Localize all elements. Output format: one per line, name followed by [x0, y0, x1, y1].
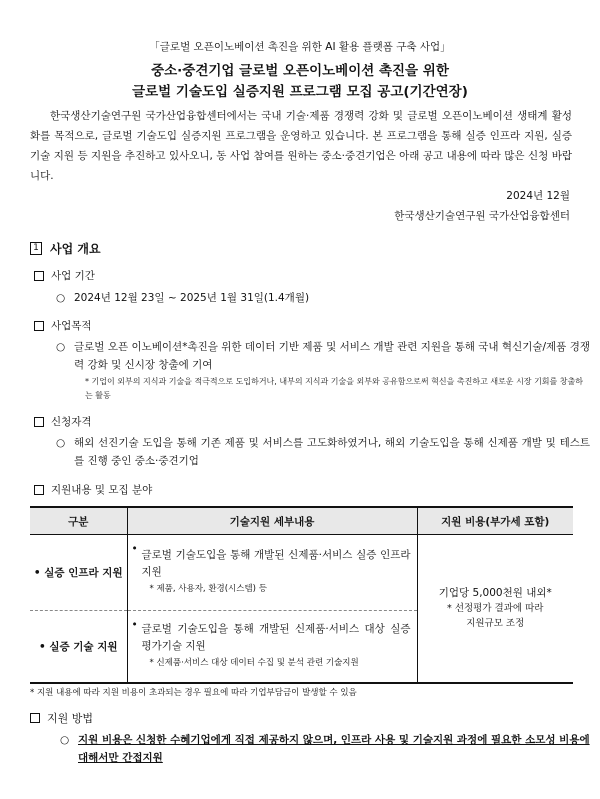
row-detail-tech — [127, 611, 417, 683]
detail-subnote: * 신제품·서비스 대상 데이터 수집 및 분석 관련 기술지원 — [149, 657, 359, 668]
header-cost: 지원 비용(부가세 포함) — [417, 507, 573, 535]
row-detail-infra — [127, 535, 417, 611]
cost-note-1: * 선정평가 결과에 따라 — [447, 602, 544, 614]
support-method-text: 지원 비용은 신청한 수혜기업에게 직접 제공하지 않으며, 인프라 사용 및 기술지원 과정에 필요한 소모성 비용에 대해서만 간접지원 — [78, 734, 590, 764]
issuing-organization: 한국생산기술연구원 국가산업융합센터 — [394, 210, 570, 222]
section-number-box: 1 — [30, 242, 42, 255]
support-method-item — [60, 731, 590, 767]
header-detail: 기술지원 세부내용 — [127, 507, 417, 535]
square-bullet-icon — [34, 485, 44, 495]
section-title: 사업 개요 — [50, 242, 101, 256]
support-heading — [34, 482, 152, 497]
purpose-heading-text: 사업목적 — [51, 320, 92, 332]
eligibility-heading — [34, 414, 92, 429]
section-1-heading — [30, 240, 101, 257]
support-table — [30, 506, 573, 684]
square-bullet-icon — [34, 321, 44, 331]
row-label-tech: • 실증 기술 지원 — [30, 611, 127, 683]
support-heading-text: 지원내용 및 모집 분야 — [51, 484, 153, 496]
purpose-heading — [34, 318, 92, 333]
eligibility-item — [56, 434, 590, 470]
support-cost-cell — [417, 535, 573, 683]
table-footnote: * 지원 내용에 따라 지원 비용이 초과되는 경우 필요에 따라 기업부담금이 발생할 수 있음 — [30, 688, 357, 698]
purpose-note: * 기업이 외부의 지식과 기술을 적극적으로 도입하거나, 내부의 지식과 기술을 외부와 공유함으로써 혁신을 촉진하고 새로운 시장 기회를 창출하는 활동 — [85, 377, 583, 400]
detail-text: 글로벌 기술도입을 통해 개발된 신제품·서비스 대상 실증 평가기술 지원 — [141, 622, 411, 652]
cost-amount: 기업당 5,000천원 내외* — [438, 586, 552, 599]
bullet-dot-icon: • — [131, 543, 138, 555]
detail-subnote: * 제품, 사용자, 환경(시스템) 등 — [149, 584, 267, 594]
square-bullet-icon — [30, 713, 40, 723]
bullet-dot-icon: • — [131, 619, 138, 631]
project-name: 「글로벌 오픈이노베이션 촉진을 위한 AI 활용 플랫폼 구축 사업」 — [149, 41, 451, 53]
eligibility-heading-text: 신청자격 — [51, 416, 92, 428]
title-line-2: 글로벌 기술도입 실증지원 프로그램 모집 공고(기간연장) — [132, 84, 468, 100]
period-item — [56, 289, 590, 307]
purpose-item — [56, 338, 590, 374]
support-method-heading-text: 지원 방법 — [47, 712, 94, 725]
circle-bullet-icon: ○ — [56, 437, 66, 449]
header-category: 구분 — [30, 507, 127, 535]
intro-paragraph: 한국생산기술연구원 국가산업융합센터에서는 국내 기술·제품 경쟁력 강화 및 글로벌 오픈이노베이션 생태계 활성화를 목적으로, 글로벌 기술도입 실증지원 프로그램을 운영하고 있습니다. 본 프로그램을 통해 실증 인프라 지원, 실증 기술 지원 등 지원을 추진하고 있사오니, 동 사업 참여를 원하는 중소·중견기업은 아래 공고 내용에 따라 많은 신청 바랍니다. — [30, 110, 572, 182]
row-label-infra: • 실증 인프라 지원 — [30, 535, 127, 611]
period-heading-text: 사업 기간 — [51, 270, 95, 282]
eligibility-text: 해외 선진기술 도입을 통해 기존 제품 및 서비스를 고도화하였거나, 해외 기술도입을 통해 신제품 개발 및 테스트를 진행 중인 중소·중견기업 — [74, 437, 590, 467]
table-header-row — [30, 507, 573, 535]
table-row — [30, 535, 573, 611]
period-text: 2024년 12월 23일 ~ 2025년 1월 31일(1.4개월) — [74, 292, 310, 304]
detail-text: 글로벌 기술도입을 통해 개발된 신제품·서비스 실증 인프라 지원 — [141, 549, 411, 578]
support-method-heading — [30, 710, 93, 726]
square-bullet-icon — [34, 417, 44, 427]
announcement-date: 2024년 12월 — [506, 190, 570, 202]
title-line-1: 중소·중견기업 글로벌 오픈이노베이션 촉진을 위한 — [151, 63, 449, 79]
cost-note-2: 지원규모 조정 — [466, 617, 525, 629]
square-bullet-icon — [34, 271, 44, 281]
circle-bullet-icon: ○ — [56, 341, 66, 353]
circle-bullet-icon: ○ — [60, 734, 70, 746]
purpose-text: 글로벌 오픈 이노베이션*촉진을 위한 데이터 기반 제품 및 서비스 개발 관련 지원을 통해 국내 혁신기술/제품 경쟁력 강화 및 신시장 창출에 기여 — [74, 341, 590, 371]
circle-bullet-icon: ○ — [56, 292, 66, 304]
period-heading — [34, 268, 95, 283]
